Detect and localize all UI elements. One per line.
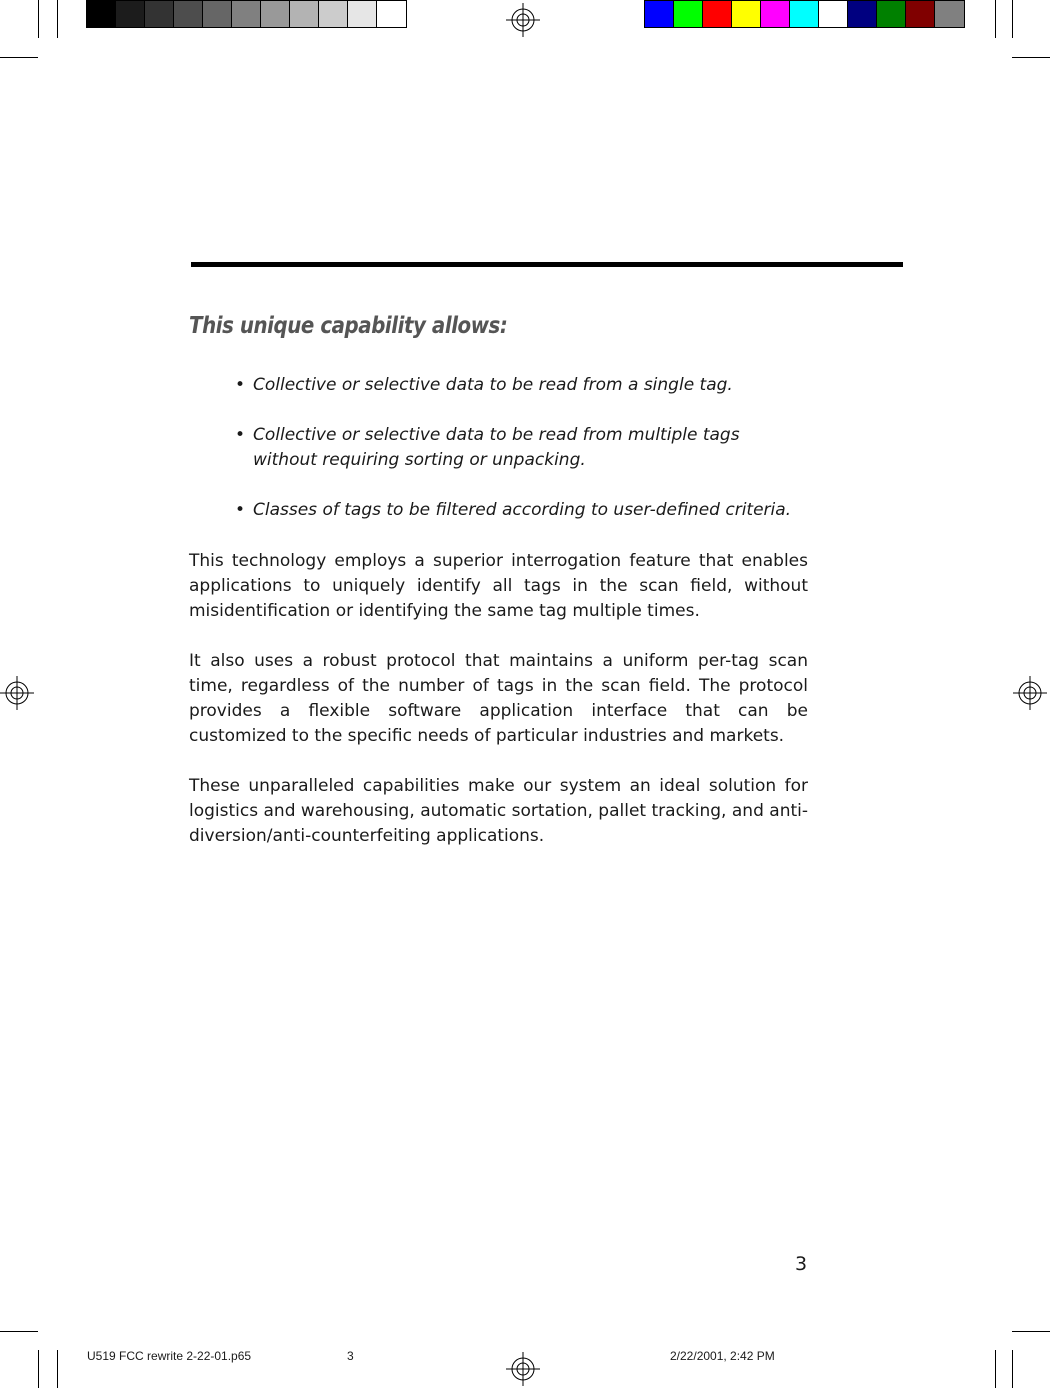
bullet-icon: • <box>235 375 246 395</box>
list-item-text: Collective or selective data to be read from a single tag. <box>253 375 733 395</box>
color-swatch <box>87 1 116 27</box>
crop-mark <box>1012 1331 1050 1332</box>
crop-mark <box>38 0 39 38</box>
crop-mark <box>0 57 38 58</box>
bullet-icon: • <box>235 425 246 445</box>
crop-mark <box>1012 0 1013 38</box>
color-swatch <box>377 1 406 27</box>
registration-mark-icon <box>506 3 540 37</box>
bullet-icon: • <box>235 500 246 520</box>
color-swatch <box>319 1 348 27</box>
list-item <box>235 373 808 398</box>
crop-mark <box>38 1350 39 1388</box>
slug-timestamp: 2/22/2001, 2:42 PM <box>670 1349 775 1363</box>
color-swatch <box>848 1 877 27</box>
crop-mark <box>57 1350 58 1388</box>
body-paragraph: These unparalleled capabilities make our system an ideal solution for logistics and warehousing, automatic sortation, pallet tracking, and anti-diversion/anti-counterfeiting applications. <box>189 776 808 846</box>
page-number: 3 <box>795 1253 808 1275</box>
section-divider <box>191 262 903 267</box>
process-color-bar <box>644 0 965 28</box>
color-swatch <box>203 1 232 27</box>
registration-mark-icon <box>0 676 34 710</box>
slug-file-name: U519 FCC rewrite 2-22-01.p65 <box>87 1349 252 1363</box>
color-swatch <box>906 1 935 27</box>
color-swatch <box>290 1 319 27</box>
color-swatch <box>819 1 848 27</box>
registration-mark-icon <box>506 1352 540 1386</box>
color-swatch <box>232 1 261 27</box>
list-item <box>235 423 808 473</box>
color-swatch <box>761 1 790 27</box>
slug-page-number: 3 <box>347 1349 354 1363</box>
body-paragraph: This technology employs a superior interrogation feature that enables applications to uniquely identify all tags in the scan field, without misidentification or identifying the same tag multiple times. <box>189 551 808 621</box>
color-swatch <box>174 1 203 27</box>
crop-mark <box>995 1350 996 1388</box>
color-swatch <box>348 1 377 27</box>
color-swatch <box>116 1 145 27</box>
list-item-text: Collective or selective data to be read from multiple tags without requiring sorting or unpacking. <box>253 425 740 470</box>
crop-mark <box>57 0 58 38</box>
crop-mark <box>1012 1350 1013 1388</box>
capability-list <box>235 373 808 548</box>
color-swatch <box>703 1 732 27</box>
crop-mark <box>0 1331 38 1332</box>
section-heading: This unique capability allows: <box>189 313 508 339</box>
crop-mark <box>1012 57 1050 58</box>
color-swatch <box>674 1 703 27</box>
color-swatch <box>645 1 674 27</box>
grayscale-color-bar <box>86 0 407 28</box>
list-item-text: Classes of tags to be filtered according to user-defined criteria. <box>253 500 792 520</box>
color-swatch <box>935 1 964 27</box>
list-item <box>235 498 808 523</box>
color-swatch <box>790 1 819 27</box>
body-paragraph: It also uses a robust protocol that maintains a uniform per-tag scan time, regardless of the number of tags in the scan field. The protocol provides a flexible software application interface that can be customized to the specific needs of particular industries and markets. <box>189 651 808 746</box>
color-swatch <box>732 1 761 27</box>
color-swatch <box>145 1 174 27</box>
registration-mark-icon <box>1013 676 1047 710</box>
crop-mark <box>995 0 996 38</box>
color-swatch <box>261 1 290 27</box>
color-swatch <box>877 1 906 27</box>
